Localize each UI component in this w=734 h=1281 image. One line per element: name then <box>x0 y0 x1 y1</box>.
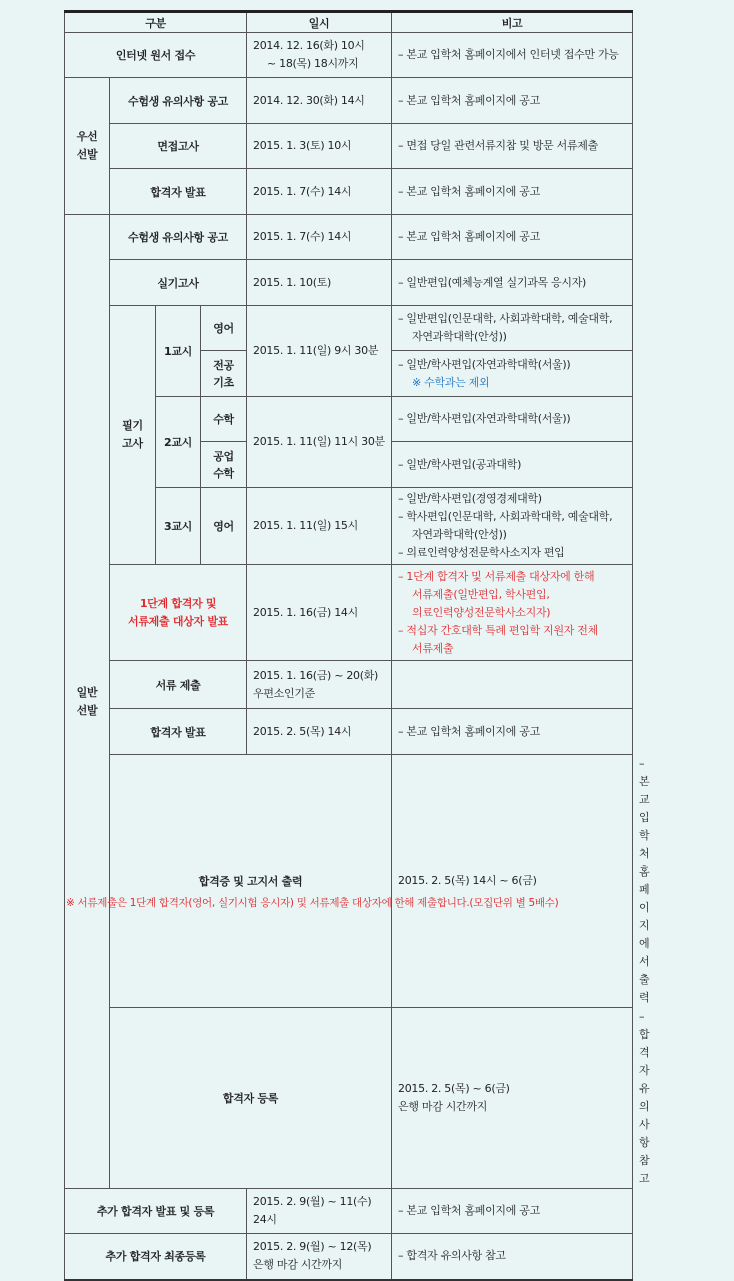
row-note: – 일반편입(예체능계열 실기과목 응시자) <box>392 260 633 306</box>
row-date: 2015. 1. 10(토) <box>247 260 392 306</box>
exception-note: ※ 수학과는 제외 <box>412 375 490 389</box>
table-row <box>65 78 633 124</box>
general-selection-label: 일반 선발 <box>65 215 110 1189</box>
row-date: 2015. 1. 16(금) ~ 20(화) 우편소인기준 <box>247 661 392 709</box>
schedule-table <box>64 10 650 1281</box>
row-note: – 일반편입(인문대학, 사회과학대학, 예술대학, 자연과학대학(안성)) <box>392 306 633 351</box>
table-row: 합격자 등록 2015. 2. 5(목) ~ 6(금) 은행 마감 시간까지 – 합격자 유의사항 참고 <box>65 1008 633 1189</box>
row-label: 1단계 합격자 및 서류제출 대상자 발표 <box>110 565 247 661</box>
subject-label: 영어 <box>201 306 247 351</box>
row-note: – 일반/학사편입(경영경제대학) – 학사편입(인문대학, 사회과학대학, 예술대학, 자연과학대학(안성)) – 의료인력양성전문학사소지자 편입 <box>392 488 633 565</box>
schedule-wrapper <box>64 10 650 1281</box>
row-label: 서류 제출 <box>110 661 247 709</box>
row-date: 2015. 1. 16(금) 14시 <box>247 565 392 661</box>
table-row <box>65 124 633 169</box>
row-date: 2014. 12. 16(화) 10시 ~ 18(목) 18시까지 <box>247 33 392 78</box>
footnote: ※ 서류제출은 1단계 합격자(영어, 실기시험 응시자) 및 서류제출 대상자에 한해 제출합니다.(모집단위 별 5배수) <box>66 897 559 909</box>
table-row <box>65 1189 633 1234</box>
table-row <box>65 661 633 709</box>
row-date: 2015. 2. 9(월) ~ 12(목) 은행 마감 시간까지 <box>247 1234 392 1280</box>
header-remarks: 비고 <box>392 12 633 33</box>
row-label: 인터넷 원서 접수 <box>65 33 247 78</box>
row-note <box>392 661 633 709</box>
table-row <box>65 169 633 215</box>
row-note: – 1단계 합격자 및 서류제출 대상자에 한해 서류제출(일반편입, 학사편입, 의료인력양성전문학사소지자) – 적십자 간호대학 특례 편입학 지원자 전체 서류제출 <box>392 565 633 661</box>
table-row <box>65 565 633 661</box>
period-2-label: 2교시 <box>156 397 201 488</box>
row-note: – 본교 입학처 홈페이지에 공고 <box>392 709 633 755</box>
row-label: 수험생 유의사항 공고 <box>110 78 247 124</box>
row-note: – 일반/학사편입(공과대학) <box>392 442 633 488</box>
row-note: – 본교 입학처 홈페이지에서 인터넷 접수만 가능 <box>392 33 633 78</box>
row-label: 추가 합격자 발표 및 등록 <box>65 1189 247 1234</box>
subject-label: 영어 <box>201 488 247 565</box>
row-note: – 면접 당일 관련서류지참 및 방문 서류제출 <box>392 124 633 169</box>
row-note: – 본교 입학처 홈페이지에 공고 <box>392 215 633 260</box>
subject-label: 전공 기초 <box>201 351 247 397</box>
row-label: 합격자 등록 <box>110 1008 392 1189</box>
row-date: 2015. 2. 5(목) 14시 ~ 6(금) <box>392 755 633 1008</box>
row-date: 2015. 2. 9(월) ~ 11(수) 24시 <box>247 1189 392 1234</box>
priority-selection-label: 우선 선발 <box>65 78 110 215</box>
row-label: 수험생 유의사항 공고 <box>110 215 247 260</box>
row-date: 2015. 2. 5(목) ~ 6(금) 은행 마감 시간까지 <box>392 1008 633 1189</box>
row-note: – 본교 입학처 홈페이지에 공고 <box>392 1189 633 1234</box>
row-date: 2015. 2. 5(목) 14시 <box>247 709 392 755</box>
row-date: 2015. 1. 11(일) 15시 <box>247 488 392 565</box>
row-label: 면접고사 <box>110 124 247 169</box>
row-note: – 일반/학사편입(자연과학대학(서울)) <box>392 397 633 442</box>
row-date: 2015. 1. 11(일) 9시 30분 <box>247 306 392 397</box>
table-row <box>65 33 633 78</box>
period-1-label: 1교시 <box>156 306 201 397</box>
row-note: – 일반/학사편입(자연과학대학(서울)) ※ 수학과는 제외 <box>392 351 633 397</box>
row-date: 2014. 12. 30(화) 14시 <box>247 78 392 124</box>
header-datetime: 일시 <box>247 12 392 33</box>
row-date: 2015. 1. 11(일) 11시 30분 <box>247 397 392 488</box>
row-date: 2015. 1. 3(토) 10시 <box>247 124 392 169</box>
written-exam-label: 필기 고사 <box>110 306 156 565</box>
row-label: 합격자 발표 <box>110 709 247 755</box>
table-row <box>65 215 633 260</box>
table-row <box>65 260 633 306</box>
table-row <box>65 306 633 351</box>
period-3-label: 3교시 <box>156 488 201 565</box>
row-label: 추가 합격자 최종등록 <box>65 1234 247 1280</box>
row-note: – 합격자 유의사항 참고 <box>392 1234 633 1280</box>
row-date: 2015. 1. 7(수) 14시 <box>247 215 392 260</box>
table-row: 합격증 및 고지서 출력 2015. 2. 5(목) 14시 ~ 6(금) – 본교 입학처 홈페이지에서 출력 <box>65 755 633 1008</box>
row-label: 합격자 발표 <box>110 169 247 215</box>
row-date: 2015. 1. 7(수) 14시 <box>247 169 392 215</box>
row-label: 합격증 및 고지서 출력 <box>110 755 392 1008</box>
subject-label: 수학 <box>201 397 247 442</box>
table-row <box>65 1234 633 1280</box>
row-note: – 본교 입학처 홈페이지에 공고 <box>392 78 633 124</box>
table-row <box>65 709 633 755</box>
table-header-row <box>65 12 633 33</box>
row-note: – 본교 입학처 홈페이지에 공고 <box>392 169 633 215</box>
row-label: 실기고사 <box>110 260 247 306</box>
subject-label: 공업 수학 <box>201 442 247 488</box>
header-category: 구분 <box>65 12 247 33</box>
